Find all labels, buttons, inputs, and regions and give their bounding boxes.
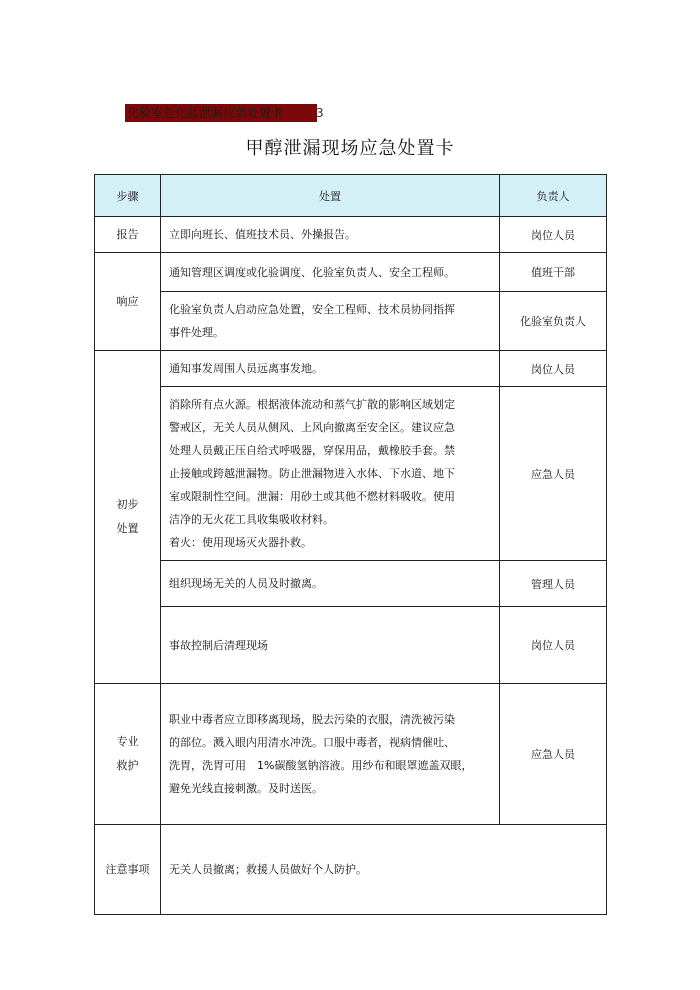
- action-rescue: 职业中毒者应立即移离现场，脱去污染的衣服，清洗被污染 的部位。溅入眼内用清水冲洗。口服中毒者，视病情催吐、 洗胃，洗胃可用 1%碳酸氢钠溶液。用纱布和眼罩遮盖双眼， 避免光线直接刺激。及时送医。: [161, 684, 500, 825]
- step-initial: 初步 处置: [95, 351, 161, 684]
- table-header-row: [95, 175, 607, 217]
- table-row: [95, 351, 607, 387]
- table-row: [95, 607, 607, 684]
- table-row: [95, 684, 607, 825]
- page-title: 甲醇泄漏现场应急处置卡: [245, 138, 455, 159]
- action-initial-cleanup: 事故控制后清理现场: [161, 607, 500, 684]
- table-row: [95, 561, 607, 607]
- table-row: [95, 292, 607, 351]
- owner-report: 岗位人员: [500, 217, 607, 253]
- action-respond-command: 化验室负责人启动应急处置，安全工程师、技术员协同指挥 事件处理。: [161, 292, 500, 351]
- owner-rescue: 应急人员: [500, 684, 607, 825]
- action-report: 立即向班长、值班技术员、外操报告。: [161, 217, 500, 253]
- owner-respond-command: 化验室负责人: [500, 292, 607, 351]
- action-respond-notify: 通知管理区调度或化验调度、化验室负责人、安全工程师。: [161, 253, 500, 292]
- card-series-tag: 化验室危化品泄漏应急处置卡: [125, 104, 317, 122]
- owner-initial-cleanup: 岗位人员: [500, 607, 607, 684]
- owner-initial-evacuate: 管理人员: [500, 561, 607, 607]
- step-report: 报告: [95, 217, 161, 253]
- emergency-card-table: [94, 174, 607, 915]
- owner-initial-containment: 应急人员: [500, 387, 607, 561]
- header-action: 处置: [161, 175, 500, 217]
- owner-initial-notify: 岗位人员: [500, 351, 607, 387]
- header-step: 步骤: [95, 175, 161, 217]
- header-owner: 负责人: [500, 175, 607, 217]
- step-notes: 注意事项: [95, 825, 161, 915]
- action-initial-evacuate: 组织现场无关的人员及时撤离。: [161, 561, 500, 607]
- step-rescue: 专业 救护: [95, 684, 161, 825]
- action-notes: 无关人员撤离；救援人员做好个人防护。: [161, 825, 607, 915]
- action-initial-containment: 消除所有点火源。根据液体流动和蒸气扩散的影响区域划定 警戒区，无关人员从侧风、上风向撤离至安全区。建议应急 处理人员戴正压自给式呼吸器，穿保用品，戴橡胶手套。禁 止接触或跨越泄漏物。防止泄漏物进入水体、下水道、地下 室或限制性空间。泄漏：用砂土或其他不燃材料吸收。使用 洁净的无火花工具收集吸收材料。 着火：使用现场灭火器扑救。: [161, 387, 500, 561]
- step-respond: 响应: [95, 253, 161, 351]
- table-row: [95, 253, 607, 292]
- action-initial-notify: 通知事发周围人员远离事发地。: [161, 351, 500, 387]
- table-row: [95, 825, 607, 915]
- table-row: [95, 387, 607, 561]
- owner-respond-notify: 值班干部: [500, 253, 607, 292]
- table-row: [95, 217, 607, 253]
- card-number: 3: [316, 106, 324, 120]
